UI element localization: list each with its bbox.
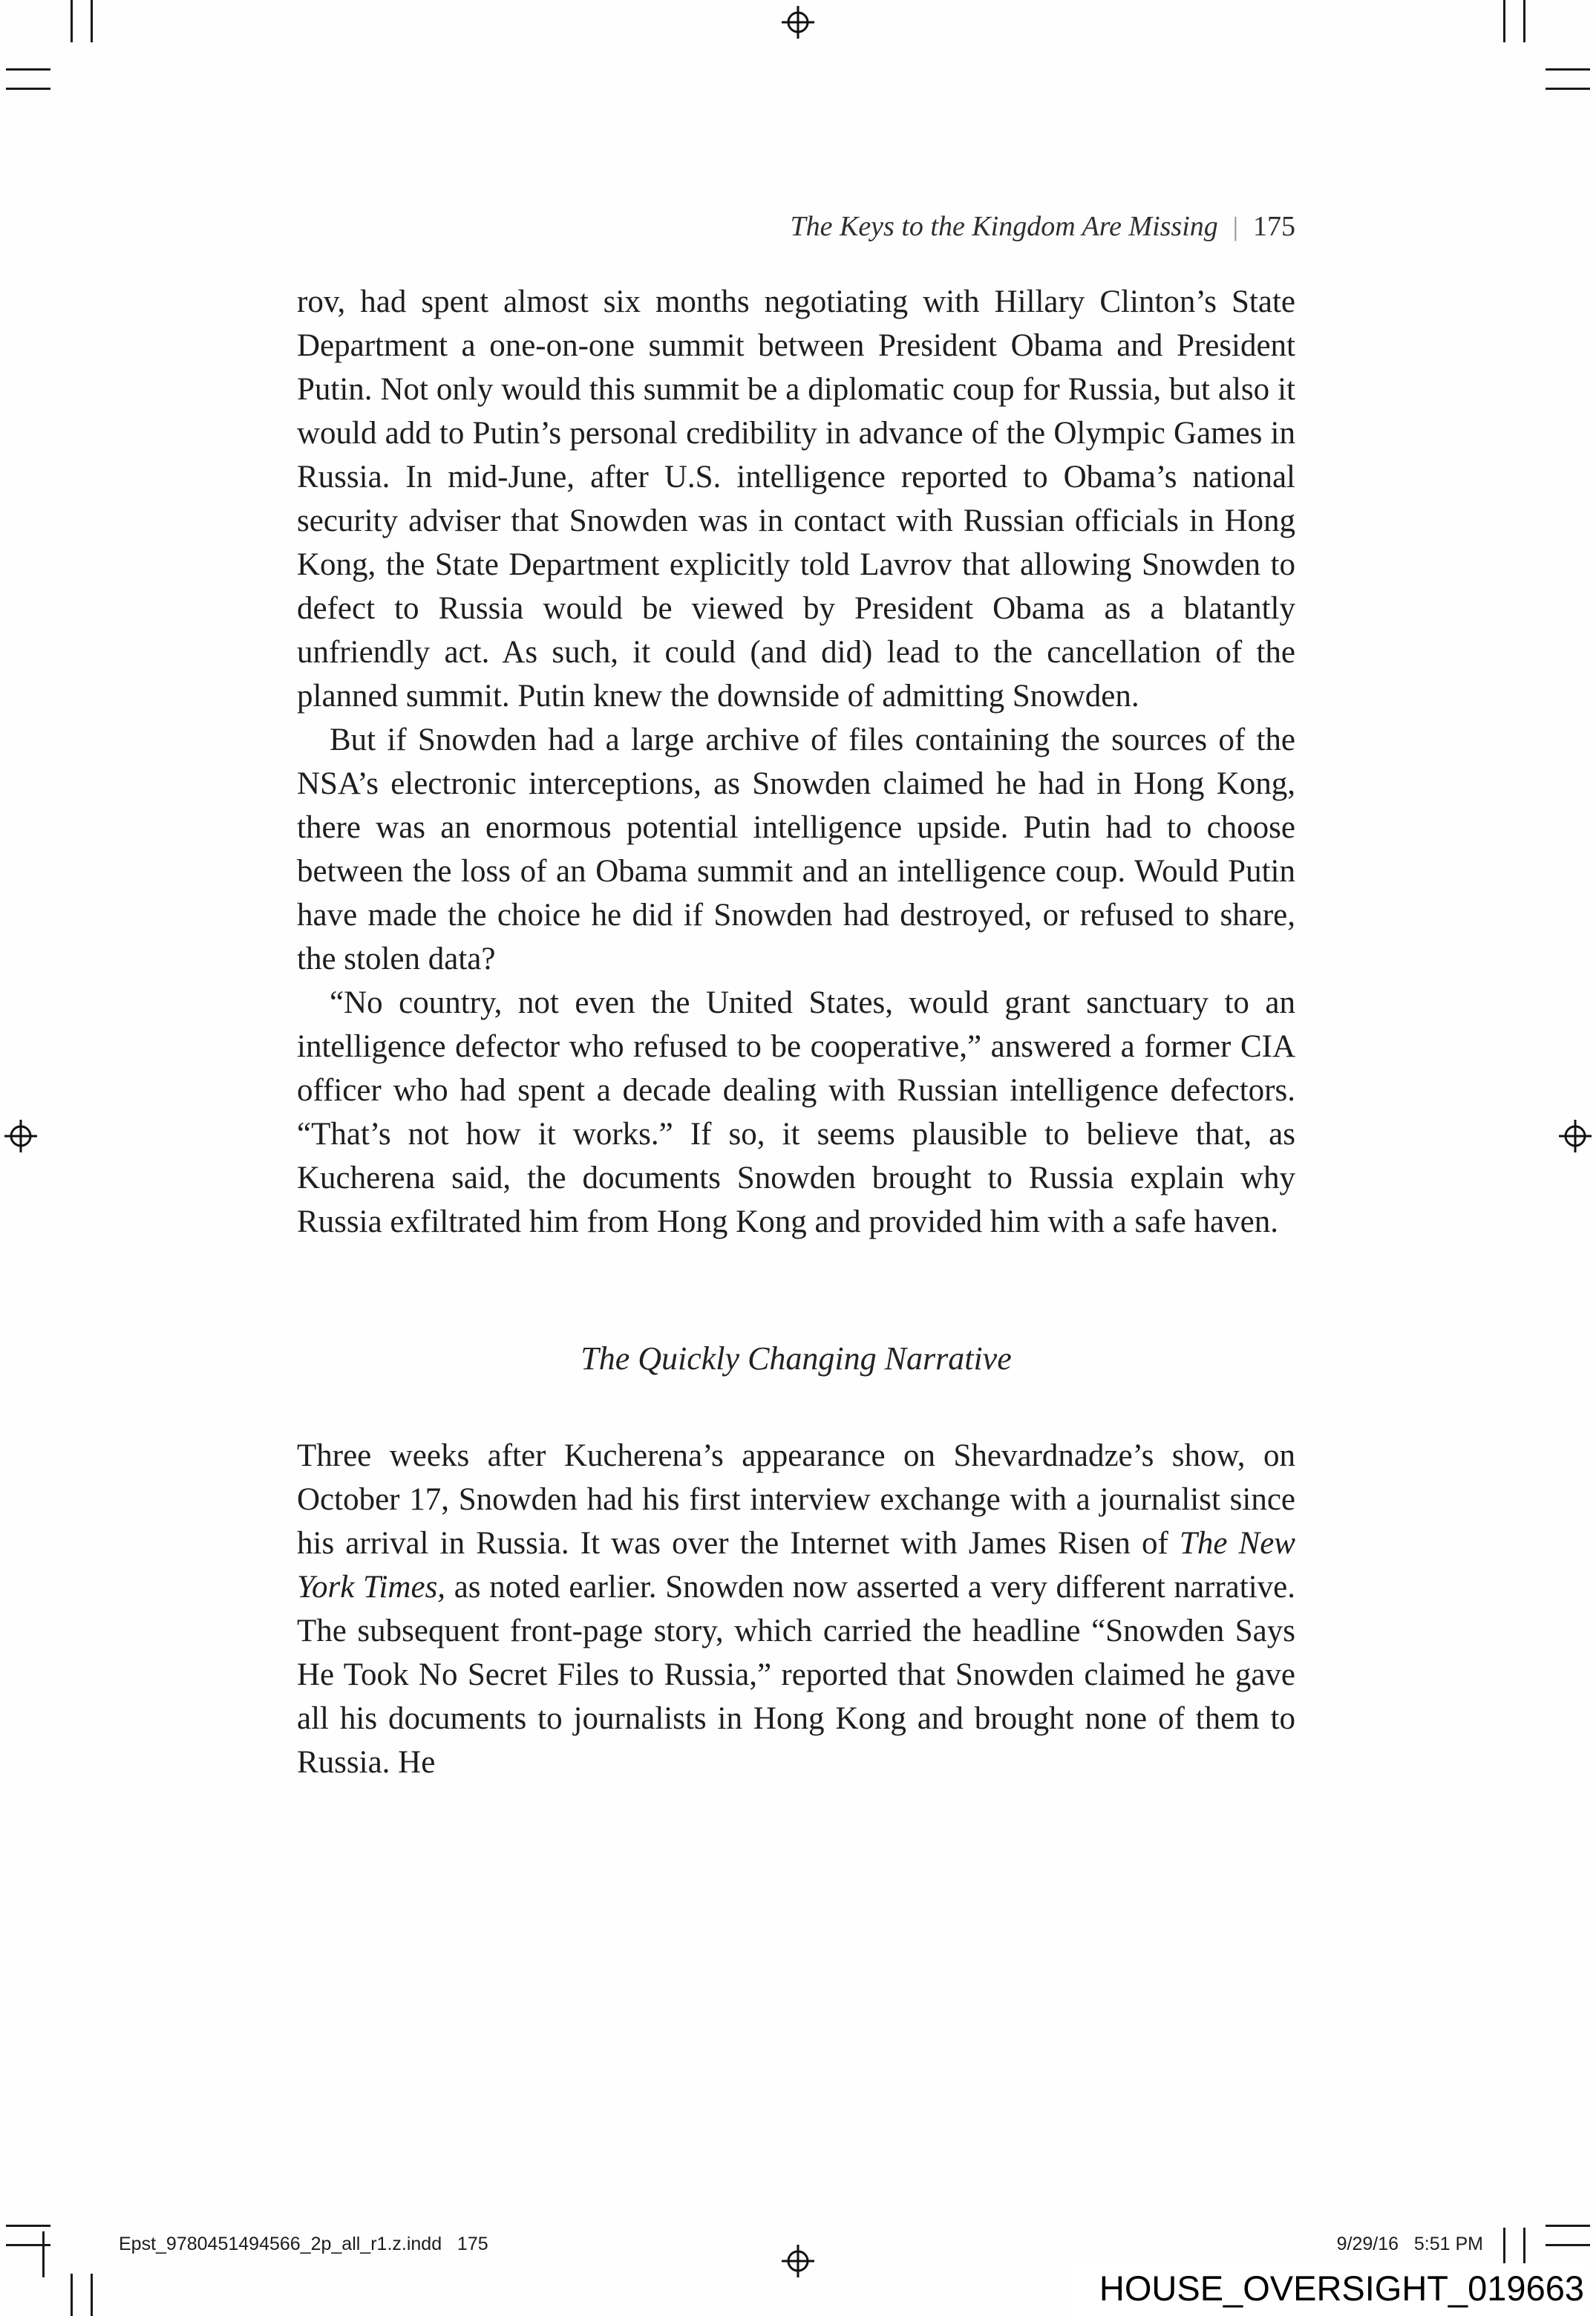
- text-block: [297, 210, 1295, 1784]
- footer-file-slug: Epst_9780451494566_2p_all_r1.z.indd 175: [119, 2234, 488, 2254]
- text-segment: rov, had spent almost six months negotiating with Hillary Clinton’s State Department a one-on-one summit between President Obama and President Putin. Not only would this summit be a diplomatic coup for Russia, but also it would add to Putin’s personal credibility in advance of the Olympic Games in Russia. In mid-June, after U.S. intelligence reported to Obama’s national security adviser that Snowden was in contact with Russian officials in Hong Kong, the State Department explicitly told Lavrov that allowing Snowden to defect to Russia would be viewed by President Obama as a blatantly unfriendly act. As such, it could (and did) lead to the cancellation of the planned summit. Putin knew the downside of admitting Snowden.: [297, 284, 1295, 714]
- bates-stamp: HOUSE_OVERSIGHT_019663: [1067, 2263, 1590, 2316]
- running-head-title: The Keys to the Kingdom Are Missing: [790, 211, 1218, 242]
- crop-mark: [91, 0, 93, 42]
- paragraph: [297, 280, 1295, 718]
- registration-mark-icon: [780, 4, 816, 40]
- registration-mark-icon: [3, 1118, 39, 1154]
- running-head-separator: |: [1232, 212, 1238, 241]
- text-segment: “No country, not even the United States, would grant sanctuary to an intelligence defector who refused to be cooperative,” answered a former CIA officer who had spent a decade dealing with Russian intelligence defectors. “That’s not how it works.” If so, it seems plausible to believe that, as Kucherena said, the documents Snowden brought to Russia explain why Russia exfiltrated him from Hong Kong and provided him with a safe haven.: [297, 985, 1295, 1239]
- crop-mark: [71, 0, 73, 42]
- registration-mark-icon: [1557, 1118, 1593, 1154]
- registration-mark-icon: [780, 2243, 816, 2279]
- crop-mark: [1546, 2244, 1590, 2246]
- paragraph: [297, 981, 1295, 1244]
- crop-mark: [1503, 0, 1505, 42]
- crop-mark: [6, 2225, 50, 2227]
- crop-mark: [1546, 2225, 1590, 2227]
- crop-mark: [6, 88, 50, 90]
- text-segment: as noted earlier. Snowden now asserted a very different narrative. The subsequent front-page story, which carried the headline “Snowden Says He Took No Secret Files to Russia,” reported that Snowden claimed he gave all his documents to journalists in Hong Kong and brought none of them to Russia. He: [297, 1570, 1295, 1780]
- footer-timestamp: 9/29/16 5:51 PM: [1336, 2234, 1483, 2254]
- crop-mark: [6, 68, 50, 71]
- crop-mark: [1546, 88, 1590, 90]
- text-segment: Three weeks after Kucherena’s appearance on Shevardnadze’s show, on October 17, Snowden had his first interview exchange with a journalist since his arrival in Russia. It was over the Internet with James Risen of: [297, 1438, 1295, 1561]
- crop-mark: [42, 2231, 45, 2277]
- crop-mark: [91, 2274, 93, 2316]
- crop-mark: [1546, 68, 1590, 71]
- running-head: [297, 210, 1295, 243]
- body-text: [297, 280, 1295, 1784]
- crop-mark: [1523, 0, 1525, 42]
- section-heading: The Quickly Changing Narrative: [580, 1340, 1012, 1377]
- paragraph: [297, 718, 1295, 981]
- paragraph: [297, 1434, 1295, 1784]
- italic-text-segment: The New York Times,: [297, 1526, 1295, 1605]
- running-head-page-number: 175: [1253, 211, 1295, 242]
- text-segment: But if Snowden had a large archive of files containing the sources of the NSA’s electronic interceptions, as Snowden claimed he had in Hong Kong, there was an enormous potential intelligence upside. Putin had to choose between the loss of an Obama summit and an intelligence coup. Would Putin have made the choice he did if Snowden had destroyed, or refused to share, the stolen data?: [297, 722, 1295, 976]
- crop-mark: [71, 2274, 73, 2316]
